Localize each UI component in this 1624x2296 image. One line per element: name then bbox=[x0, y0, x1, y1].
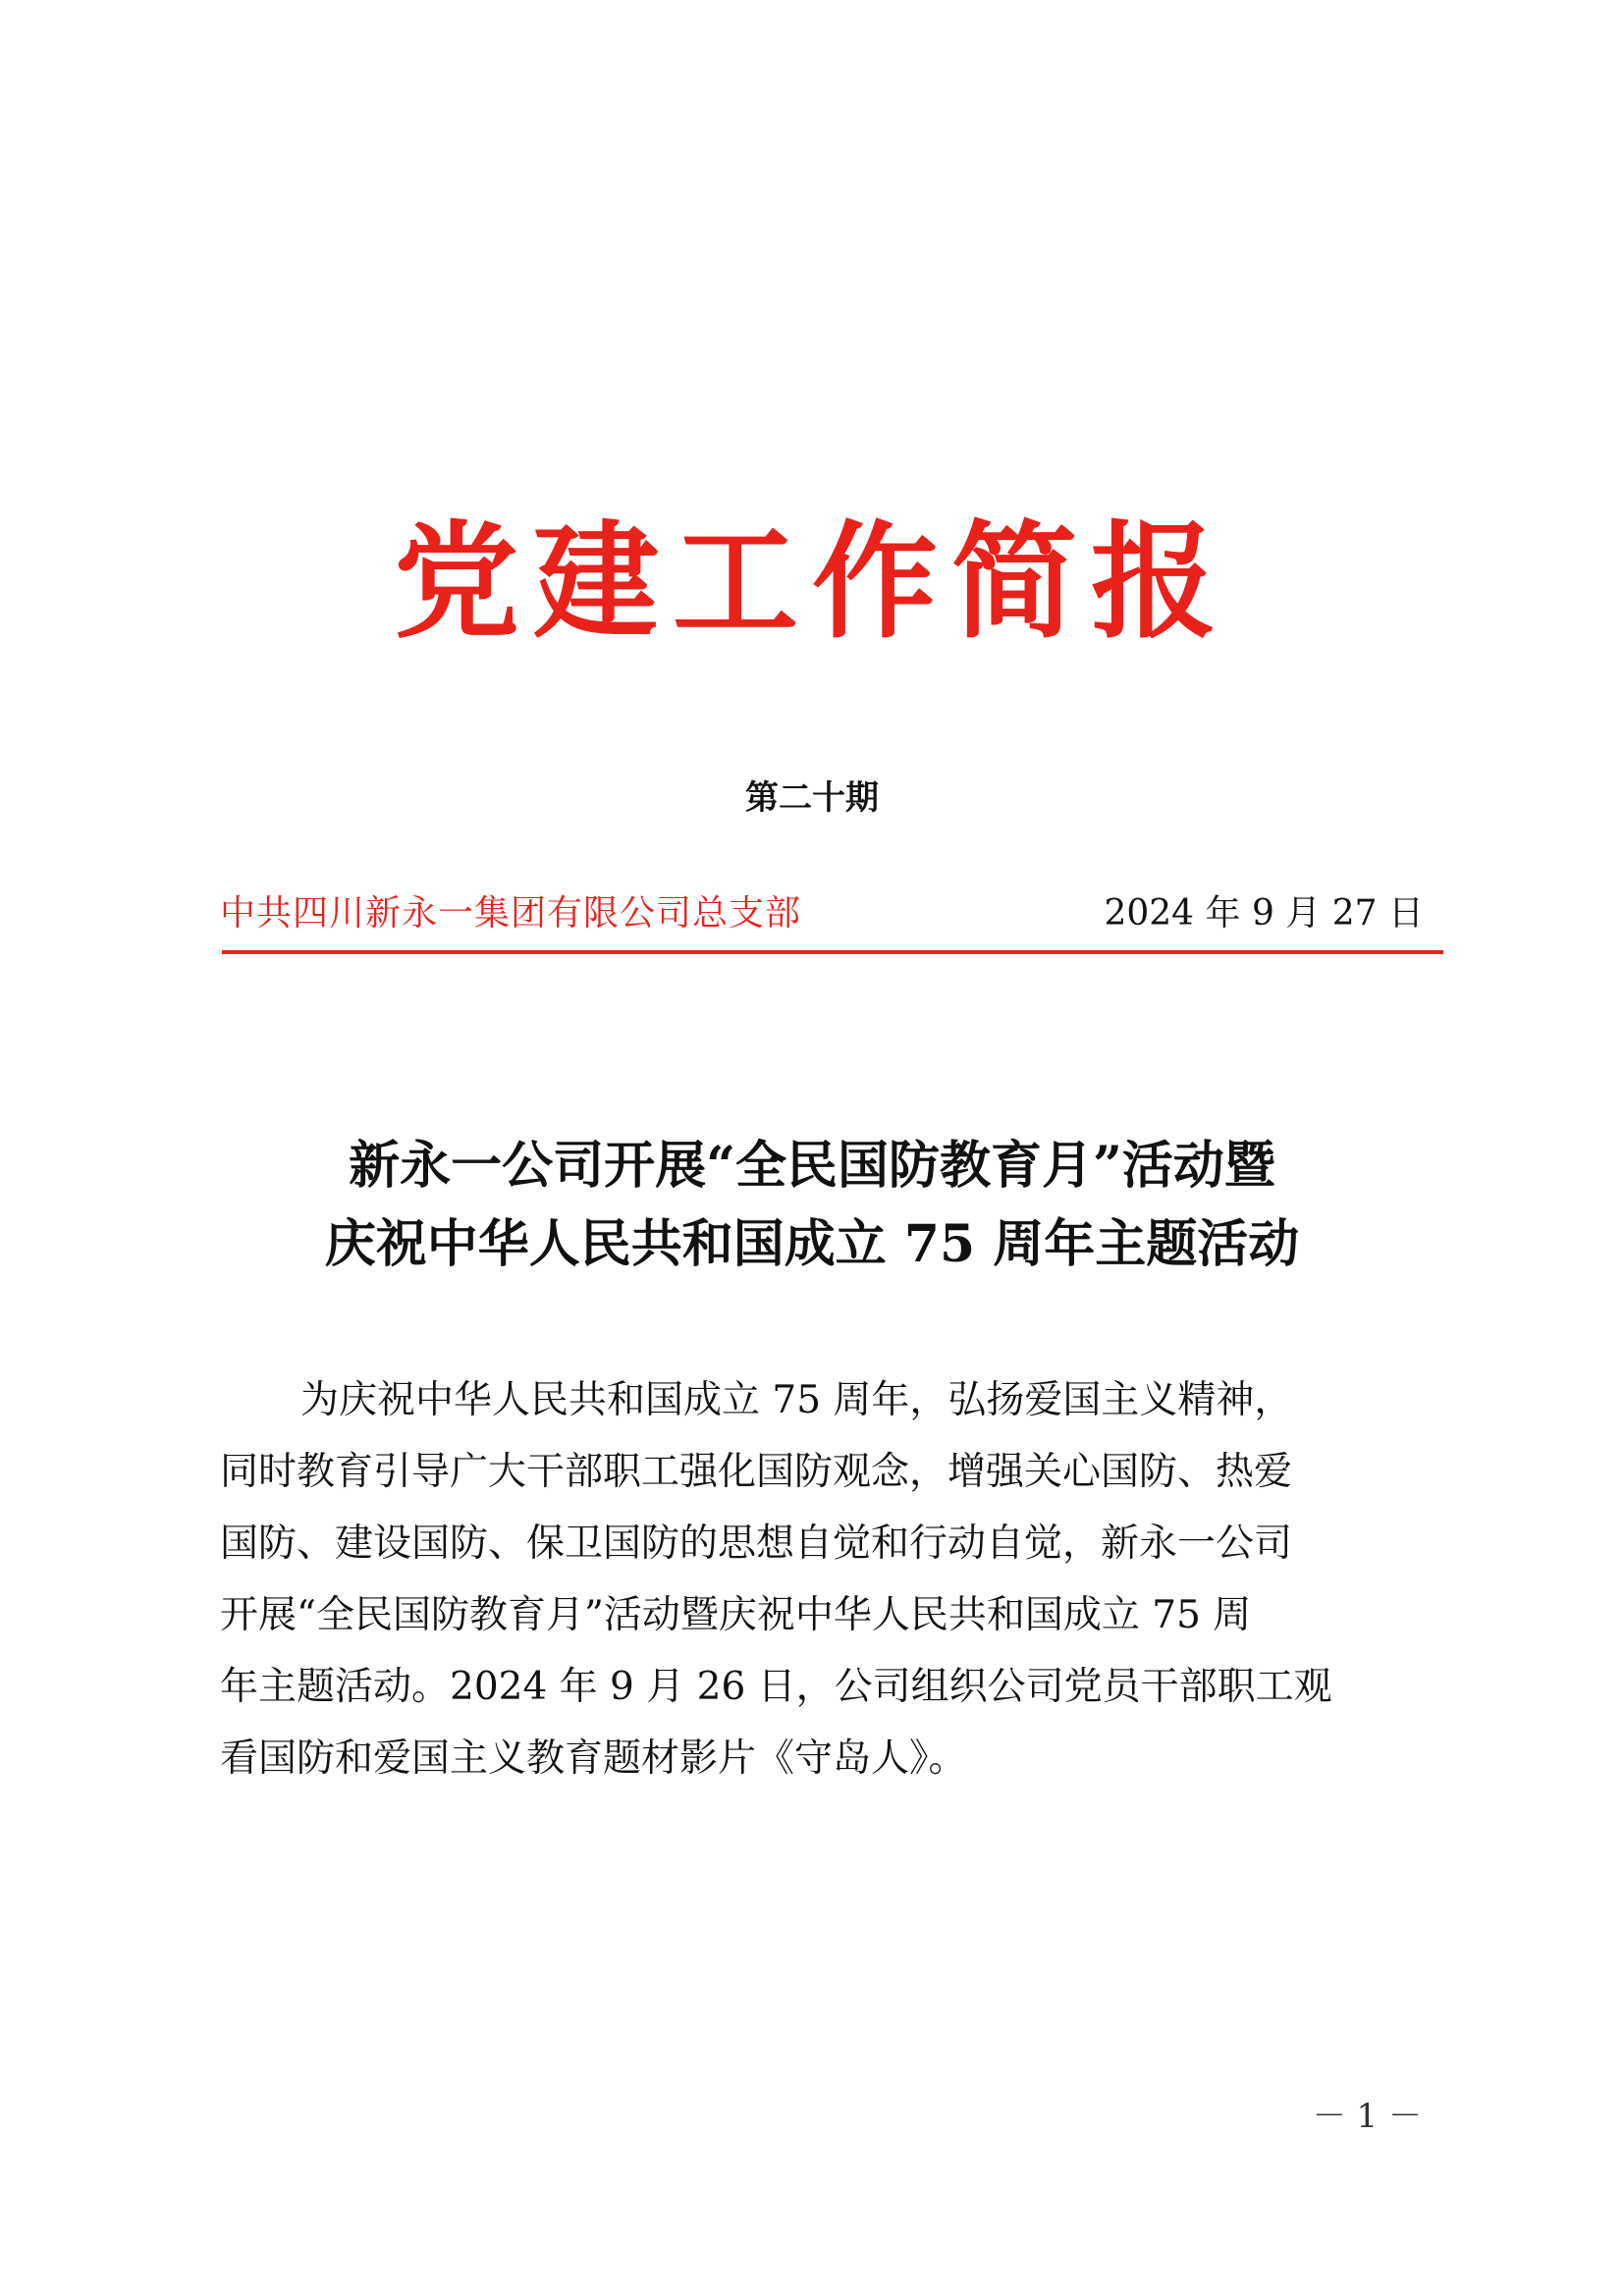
article-title-line-2: 庆祝中华人民共和国成立 75 周年主题活动 bbox=[324, 1214, 1300, 1274]
body-line-4: 开展“全民国防教育月”活动暨庆祝中华人民共和国成立 75 周 bbox=[220, 1593, 1252, 1637]
body-line-2: 同时教育引导广大干部职工强化国防观念，增强关心国防、热爱 bbox=[220, 1450, 1293, 1494]
article-title bbox=[147, 1127, 1477, 1284]
issue-number: 第二十期 bbox=[745, 778, 879, 818]
body-line-1: 为庆祝中华人民共和国成立 75 周年，弘扬爱国主义精神， bbox=[300, 1378, 1293, 1422]
page-number: － 1 － bbox=[1312, 2097, 1422, 2136]
body-line-3: 国防、建设国防、保卫国防的思想自觉和行动自觉，新永一公司 bbox=[220, 1522, 1293, 1566]
red-divider-rule bbox=[222, 950, 1443, 954]
issuing-organization: 中共四川新永一集团有限公司总支部 bbox=[220, 893, 802, 934]
article-body bbox=[220, 1364, 1443, 1794]
body-line-6: 看国防和爱国主义教育题材影片《守岛人》。 bbox=[220, 1736, 967, 1781]
bulletin-masthead: 党建工作简报 bbox=[393, 509, 1230, 656]
article-title-line-1: 新永一公司开展“全民国防教育月”活动暨 bbox=[349, 1136, 1275, 1196]
body-line-5: 年主题活动。2024 年 9 月 26 日，公司组织公司党员干部职工观 bbox=[220, 1665, 1332, 1709]
issue-date: 2024 年 9 月 27 日 bbox=[1104, 893, 1424, 934]
